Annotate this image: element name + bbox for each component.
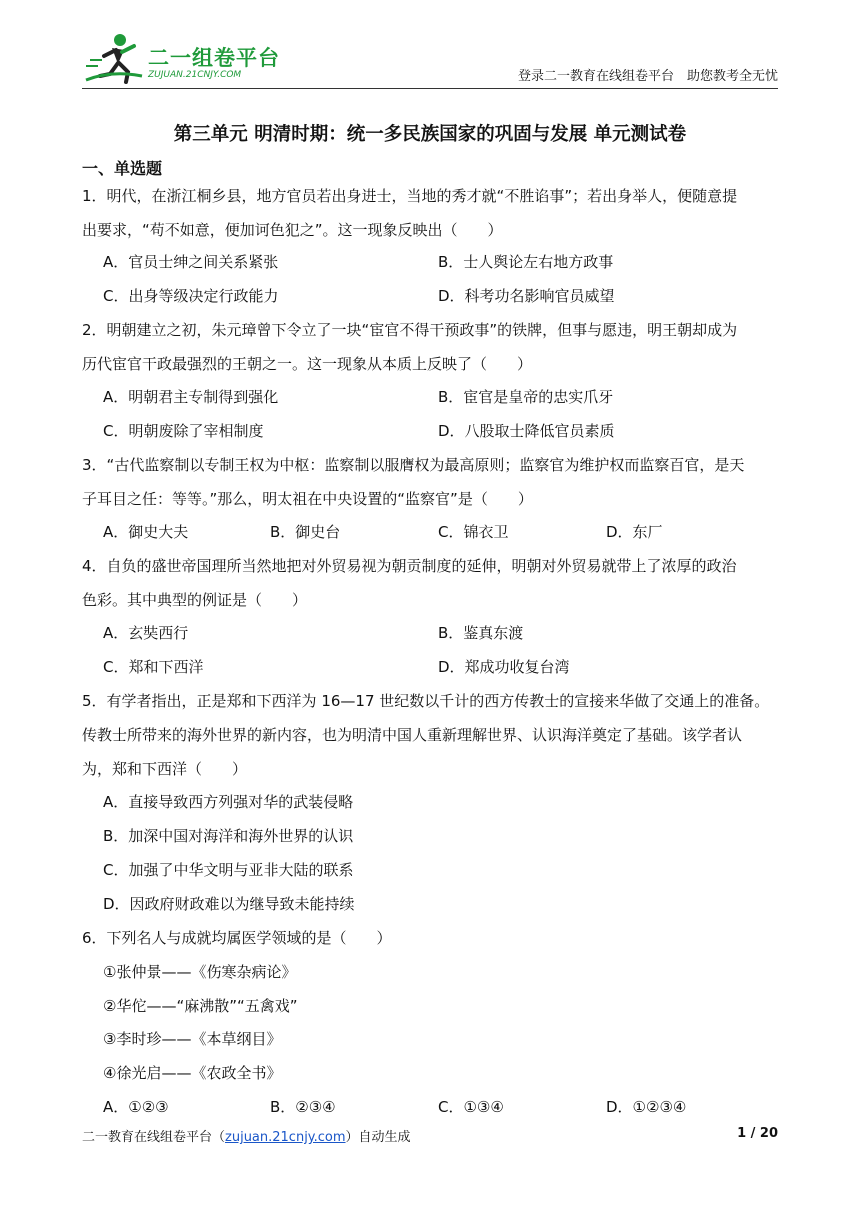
question-5-option-d[interactable]: D．因政府财政难以为继导致未能持续 bbox=[103, 895, 355, 913]
question-2-option-d[interactable]: D．八股取士降低官员素质 bbox=[438, 422, 615, 440]
question-3-option-a[interactable]: A．御史大夫 bbox=[103, 523, 189, 541]
question-1-line-1: 1．明代，在浙江桐乡县，地方官员若出身进士，当地的秀才就“不胜谄事”；若出身举人，便随意提 bbox=[82, 187, 738, 205]
question-2-line-2: 历代宦官干政最强烈的王朝之一。这一现象从本质上反映了（ ） bbox=[82, 355, 533, 373]
question-6-line-1: 6．下列名人与成就均属医学领域的是（ ） bbox=[82, 929, 392, 947]
question-5-option-a[interactable]: A．直接导致西方列强对华的武装侵略 bbox=[103, 793, 354, 811]
header-divider bbox=[82, 88, 778, 89]
question-3-line-1: 3．“古代监察制以专制王权为中枢：监察制以服膺权为最高原则；监察官为维护权而监察百官，是天 bbox=[82, 456, 745, 474]
question-5-line-1: 5．有学者指出，正是郑和下西洋为 16—17 世纪数以千计的西方传教士的宣接来华做了交通上的准备。 bbox=[82, 692, 770, 710]
question-4-option-d[interactable]: D．郑成功收复台湾 bbox=[438, 658, 570, 676]
question-6-option-b[interactable]: B．②③④ bbox=[270, 1098, 336, 1116]
question-3-option-c[interactable]: C．锦衣卫 bbox=[438, 523, 509, 541]
question-5-option-c[interactable]: C．加强了中华文明与亚非大陆的联系 bbox=[103, 861, 354, 879]
question-3-option-b[interactable]: B．御史台 bbox=[270, 523, 341, 541]
question-4-line-2: 色彩。其中典型的例证是（ ） bbox=[82, 591, 308, 609]
section-heading: 一、单选题 bbox=[82, 159, 163, 178]
page-header bbox=[82, 30, 778, 88]
footer-suffix: ）自动生成 bbox=[345, 1130, 411, 1145]
question-5-line-3: 为，郑和下西洋（ ） bbox=[82, 760, 248, 778]
runner-logo-icon bbox=[82, 30, 146, 86]
question-5-option-b[interactable]: B．加深中国对海洋和海外世界的认识 bbox=[103, 827, 354, 845]
site-logo[interactable] bbox=[82, 30, 282, 86]
question-3-line-2: 子耳目之任：等等。”那么，明太祖在中央设置的“监察官”是（ ） bbox=[82, 490, 533, 508]
question-2-line-1: 2．明朝建立之初，朱元璋曾下令立了一块“宦官不得干预政事”的铁牌，但事与愿违，明王朝却成为 bbox=[82, 321, 738, 339]
question-2-option-b[interactable]: B．宦官是皇帝的忠实爪牙 bbox=[438, 388, 614, 406]
footer-source bbox=[82, 1126, 411, 1145]
page-number: 1 / 20 bbox=[737, 1126, 778, 1141]
question-4-option-c[interactable]: C．郑和下西洋 bbox=[103, 658, 204, 676]
question-3-option-d[interactable]: D．东厂 bbox=[606, 523, 663, 541]
question-1-option-d[interactable]: D．科考功名影响官员威望 bbox=[438, 287, 615, 305]
question-1-option-a[interactable]: A．官员士绅之间关系紧张 bbox=[103, 253, 279, 271]
question-4-line-1: 4．自负的盛世帝国理所当然地把对外贸易视为朝贡制度的延伸，明朝对外贸易就带上了浓厚的政治 bbox=[82, 557, 737, 575]
logo-subtitle: ZUJUAN.21CNJY.COM bbox=[148, 70, 242, 80]
question-6-item-3: ③李时珍——《本草纲目》 bbox=[103, 1030, 282, 1048]
question-4-option-a[interactable]: A．玄奘西行 bbox=[103, 624, 189, 642]
question-6-option-a[interactable]: A．①②③ bbox=[103, 1098, 169, 1116]
question-6-option-c[interactable]: C．①③④ bbox=[438, 1098, 504, 1116]
question-6-option-d[interactable]: D．①②③④ bbox=[606, 1098, 687, 1116]
question-5-line-2: 传教士所带来的海外世界的新内容，也为明清中国人重新理解世界、认识海洋奠定了基础。该学者认 bbox=[82, 726, 743, 744]
question-1-line-2: 出要求，“苟不如意，便加诃色犯之”。这一现象反映出（ ） bbox=[82, 221, 503, 239]
footer-prefix: 二一教育在线组卷平台（ bbox=[82, 1130, 226, 1145]
footer-link[interactable]: zujuan.21cnjy.com bbox=[225, 1130, 346, 1145]
question-6-item-1: ①张仲景——《伤寒杂病论》 bbox=[103, 963, 297, 981]
question-6-item-4: ④徐光启——《农政全书》 bbox=[103, 1064, 282, 1082]
question-6-item-2: ②华佗——“麻沸散”“五禽戏” bbox=[103, 997, 298, 1015]
logo-title: 二一组卷平台 bbox=[148, 46, 280, 70]
question-2-option-c[interactable]: C．明朝废除了宰相制度 bbox=[103, 422, 264, 440]
page-title: 第三单元 明清时期：统一多民族国家的巩固与发展 单元测试卷 bbox=[173, 124, 687, 145]
question-2-option-a[interactable]: A．明朝君主专制得到强化 bbox=[103, 388, 279, 406]
question-1-option-c[interactable]: C．出身等级决定行政能力 bbox=[103, 287, 279, 305]
header-slogan: 登录二一教育在线组卷平台 助您教考全无忧 bbox=[517, 69, 778, 84]
question-4-option-b[interactable]: B．鉴真东渡 bbox=[438, 624, 524, 642]
question-1-option-b[interactable]: B．士人舆论左右地方政事 bbox=[438, 253, 614, 271]
